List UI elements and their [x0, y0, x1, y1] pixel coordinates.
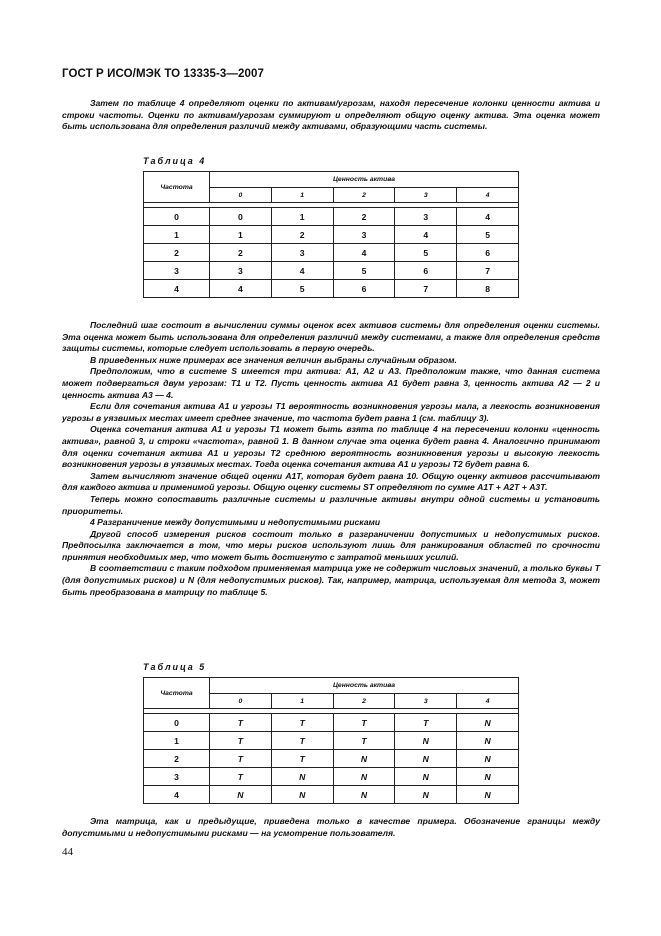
table4-cell: 3 [271, 244, 333, 262]
table5-row-label: 2 [144, 750, 210, 768]
table-row [144, 768, 519, 786]
table5-cell: N [457, 786, 519, 804]
table4-column-header: 0 [210, 188, 272, 203]
paragraph: Другой способ измерения рисков состоит только в разграничении допустимых и недопустимых рисков. Предпосылка заключается в том, что меры рисков используют лишь для ранжирования областей по срочности принятия необходимых мер, что может быть достигнуто с затратой меньших усилий. [62, 528, 600, 562]
table5-row-label: 0 [144, 714, 210, 732]
table5-row-header: Частота [144, 678, 210, 709]
table4-cell: 4 [333, 244, 395, 262]
table5-cell: N [333, 786, 395, 804]
table5-cell: N [271, 786, 333, 804]
table4-cell: 1 [271, 208, 333, 226]
table5 [143, 677, 519, 804]
paragraph: Теперь можно сопоставить различные системы и различные активы внутри одной системы и установить приоритеты. [62, 493, 600, 516]
table5-cell: T [333, 732, 395, 750]
table5-cell: T [210, 714, 272, 732]
table5-cell: N [210, 786, 272, 804]
paragraph: В соответствии с таким подходом применяемая матрица уже не содержит числовых значений, а только буквы Т (для допустимых рисков) и N (для недопустимых рисков). Так, например, матрица, используемая для метода 3, может быть преобразована в матрицу по таблице 5. [62, 563, 600, 597]
table-row [144, 732, 519, 750]
table4-cell: 5 [271, 280, 333, 298]
table4-cell: 4 [457, 208, 519, 226]
table5-cell: N [395, 732, 457, 750]
paragraph: Затем по таблице 4 определяют оценки по активам/угрозам, находя пересечение колонки ценности актива и строки частоты. Оценки по активам/угрозам суммируют и определяют общую оценку актива. Эта оценка может быть использована для определения различий между активами, образующими часть системы. [62, 98, 600, 132]
table4-cell: 2 [333, 208, 395, 226]
table5-cell: N [457, 732, 519, 750]
intro-paragraph [62, 98, 600, 133]
table4-cell: 4 [395, 226, 457, 244]
table4-col-group-header: Ценность актива [210, 172, 519, 188]
table5-row-label: 1 [144, 732, 210, 750]
table4-cell: 3 [210, 262, 272, 280]
table4-row-header: Частота [144, 172, 210, 203]
table-row [144, 280, 519, 298]
table4-row-label: 1 [144, 226, 210, 244]
table4-cell: 3 [333, 226, 395, 244]
paragraph: Предположим, что в системе S имеется три актива: А1, А2 и А3. Предположим также, что данная система может подвергаться двум угрозам: Т1 и Т2. Пусть ценность актива А1 будет равна 3, ценность актива А2 — 2 и ценность актива А3 — 4. [62, 366, 600, 400]
table5-row-label: 3 [144, 768, 210, 786]
table4-column-header: 4 [457, 188, 519, 203]
table5-cell: T [271, 750, 333, 768]
table4-row-label: 3 [144, 262, 210, 280]
table5-cell: T [271, 732, 333, 750]
paragraph: Оценка сочетания актива А1 и угрозы Т1 может быть взята по таблице 4 на пересечении колонки «ценность актива», равной 3, и строки «частота», равной 1. В данном случае эта оценка будет равна 4. Аналогично принимают для оценки сочетания актива А1 и угрозы Т2 среднюю вероятность возникновения угрозы и высокую легкость возникновения угрозы в уязвимых местах. Тогда оценка сочетания актива А1 и угрозы Т2 будет равна 6. [62, 424, 600, 470]
table5-cell: N [395, 750, 457, 768]
table4-cell: 2 [210, 244, 272, 262]
table5-column-header: 2 [333, 694, 395, 709]
table5-cell: N [395, 768, 457, 786]
table-row [144, 714, 519, 732]
table-row [144, 208, 519, 226]
table-row [144, 244, 519, 262]
paragraph: Эта матрица, как и предыдущие, приведена только в качестве примера. Обозначение границы между допустимыми и недопустимыми рисками — на усмотрение пользователя. [62, 816, 600, 838]
table5-column-header: 3 [395, 694, 457, 709]
table4-column-header: 3 [395, 188, 457, 203]
table5-col-group-header: Ценность актива [210, 678, 519, 694]
table5-cell: N [395, 786, 457, 804]
table4-cell: 7 [395, 280, 457, 298]
table4-cell: 3 [395, 208, 457, 226]
table4-cell: 7 [457, 262, 519, 280]
table4-caption: Таблица 4 [143, 156, 207, 166]
table-row [144, 262, 519, 280]
table4-cell: 2 [271, 226, 333, 244]
table4 [143, 171, 519, 298]
table5-cell: N [333, 768, 395, 786]
final-paragraph-block [62, 816, 600, 839]
table5-cell: N [457, 768, 519, 786]
table-row [144, 750, 519, 768]
table5-cell: N [457, 714, 519, 732]
table4-cell: 1 [210, 226, 272, 244]
table5-caption: Таблица 5 [143, 662, 207, 672]
table5-column-header: 4 [457, 694, 519, 709]
middle-paragraphs [62, 320, 600, 598]
document-header: ГОСТ Р ИСО/МЭК ТО 13335-3—2007 [62, 68, 264, 80]
table5-cell: N [333, 750, 395, 768]
table5-column-header: 0 [210, 694, 272, 709]
table4-row-label: 4 [144, 280, 210, 298]
table4-cell: 4 [210, 280, 272, 298]
paragraph: Последний шаг состоит в вычислении суммы оценок всех активов системы для определения оценки системы. Эта оценка может быть использована для определения различий между системами, а также для определения средств защиты системы, которые следует использовать в первую очередь. [62, 320, 600, 354]
paragraph: 4 Разграничение между допустимыми и недопустимыми рисками [90, 517, 381, 528]
table5-cell: T [210, 750, 272, 768]
paragraph: В приведенных ниже примерах все значения величин выбраны случайным образом. [90, 354, 457, 365]
table4-column-header: 2 [333, 188, 395, 203]
page-number: 44 [62, 846, 73, 858]
table-row [144, 226, 519, 244]
table-row [144, 786, 519, 804]
table4-cell: 6 [333, 280, 395, 298]
table4-cell: 0 [210, 208, 272, 226]
table5-cell: N [271, 768, 333, 786]
table5-cell: T [210, 768, 272, 786]
paragraph: Затем вычисляют значение общей оценки А1Т, которая будет равна 10. Общую оценку активов рассчитывают для каждого актива и применимой угрозы. Общую оценку системы ST определяют по сумме А1Т + А2Т + А3Т. [62, 470, 600, 493]
table5-cell: N [457, 750, 519, 768]
table4-cell: 5 [457, 226, 519, 244]
table5-row-label: 4 [144, 786, 210, 804]
table4-cell: 4 [271, 262, 333, 280]
paragraph: Если для сочетания актива А1 и угрозы Т1 вероятность возникновения угрозы мала, а легкость возникновения угрозы в уязвимых местах имеет среднее значение, то частота будет равна 1 (см. таблицу 3). [62, 401, 600, 423]
table4-cell: 6 [395, 262, 457, 280]
table5-cell: T [333, 714, 395, 732]
table5-cell: T [210, 732, 272, 750]
table4-cell: 5 [333, 262, 395, 280]
table4-cell: 6 [457, 244, 519, 262]
table4-cell: 5 [395, 244, 457, 262]
table4-row-label: 0 [144, 208, 210, 226]
table4-row-label: 2 [144, 244, 210, 262]
table4-cell: 8 [457, 280, 519, 298]
table5-cell: T [271, 714, 333, 732]
table4-column-header: 1 [271, 188, 333, 203]
table5-column-header: 1 [271, 694, 333, 709]
table5-cell: T [395, 714, 457, 732]
